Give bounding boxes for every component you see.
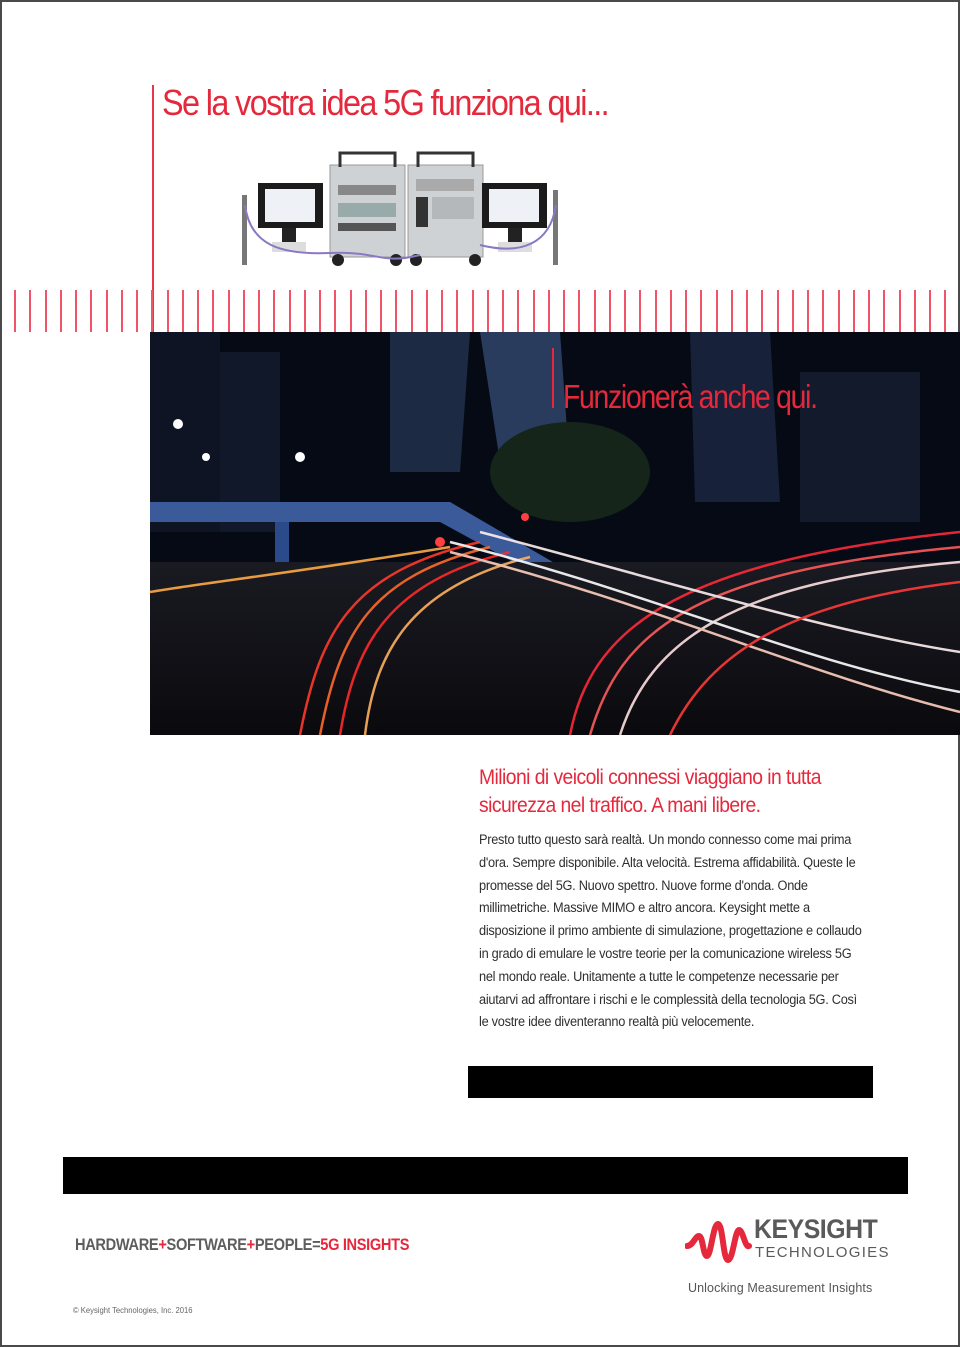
tick-mark [670,290,672,332]
tick-mark [273,290,275,332]
tick-mark [411,290,413,332]
tick-mark [45,290,47,332]
brand-name: KEYSIGHT [754,1214,878,1244]
tick-mark [456,290,458,332]
tick-mark [731,290,733,332]
plus-icon: + [246,1235,255,1254]
tick-mark [792,290,794,332]
tick-mark [502,290,504,332]
plus-icon: + [158,1235,167,1254]
product-image [220,145,575,270]
tick-mark [777,290,779,332]
copyright: © Keysight Technologies, Inc. 2016 [73,1305,193,1315]
tick-mark [807,290,809,332]
tick-mark [441,290,443,332]
equation-tagline [75,1235,409,1255]
redaction-bar-wide [63,1157,908,1194]
tick-mark [609,290,611,332]
tick-mark [548,290,550,332]
tick-rule [0,290,960,332]
tick-mark [258,290,260,332]
tick-mark [212,290,214,332]
tick-mark [914,290,916,332]
body-copy: Presto tutto questo sarà realtà. Un mondo connesso come mai prima d'ora. Sempre disponibile. Alta velocità. Estrema affidabilità. Queste le promesse del 5G. Nuovo spettro. Nuove forme d'onda. Onde millimetriche. Massive MIMO e altro ancora. Keysight mette a disposizione il primo ambiente di simulazione, progettazione e collaudo in grado di emulare le vostre teorie per la comunicazione wireless 5G nel mondo reale. Unitamente a tutte le competenze necessarie per aiutarvi ad affrontare i rischi e le complessità della tecnologia 5G. Così le vostre idee diventeranno realtà più velocemente. [479,832,862,1031]
equation-result: 5G INSIGHTS [320,1235,410,1254]
equals-icon: = [312,1235,321,1254]
tick-mark [594,290,596,332]
tick-mark [121,290,123,332]
equation-people: PEOPLE [254,1235,313,1254]
tick-mark [243,290,245,332]
tick-mark [90,290,92,332]
tick-mark [365,290,367,332]
photo-caption: Funzionerà anche qui. [563,378,817,415]
tick-mark [533,290,535,332]
tick-mark [761,290,763,332]
tick-mark [685,290,687,332]
tick-mark [853,290,855,332]
equation-software: SOFTWARE [166,1235,247,1254]
tick-mark [655,290,657,332]
tick-mark [14,290,16,332]
tick-mark [289,290,291,332]
tick-mark [350,290,352,332]
tick-mark [838,290,840,332]
equation-hardware: HARDWARE [75,1235,159,1254]
headline: Se la vostra idea 5G funziona qui... [162,82,608,123]
tick-mark [822,290,824,332]
tick-mark [29,290,31,332]
tick-mark [624,290,626,332]
tick-mark [944,290,946,332]
subheadline: Milioni di veicoli connessi viaggiano in tutta sicurezza nel traffico. A mani libere. [479,766,821,817]
tick-mark [182,290,184,332]
tick-mark [929,290,931,332]
tick-mark [380,290,382,332]
tick-mark [746,290,748,332]
tick-mark [167,290,169,332]
tick-mark [319,290,321,332]
tick-mark [472,290,474,332]
tick-mark [75,290,77,332]
tick-mark [899,290,901,332]
tick-mark [487,290,489,332]
brand-subname: TECHNOLOGIES [755,1244,890,1261]
tick-mark [197,290,199,332]
caption-accent-line [552,348,554,408]
tick-mark [517,290,519,332]
tick-mark [151,290,153,332]
tick-mark [426,290,428,332]
tick-mark [700,290,702,332]
tick-mark [883,290,885,332]
tick-mark [716,290,718,332]
tick-mark [639,290,641,332]
tick-mark [868,290,870,332]
brand-tagline: Unlocking Measurement Insights [688,1281,873,1295]
city-night-photo [150,332,960,735]
tick-mark [106,290,108,332]
tick-mark [60,290,62,332]
tick-mark [304,290,306,332]
tick-mark [228,290,230,332]
tick-mark [334,290,336,332]
tick-mark [578,290,580,332]
tick-mark [136,290,138,332]
redaction-bar [468,1066,873,1098]
tick-mark [563,290,565,332]
tick-mark [395,290,397,332]
